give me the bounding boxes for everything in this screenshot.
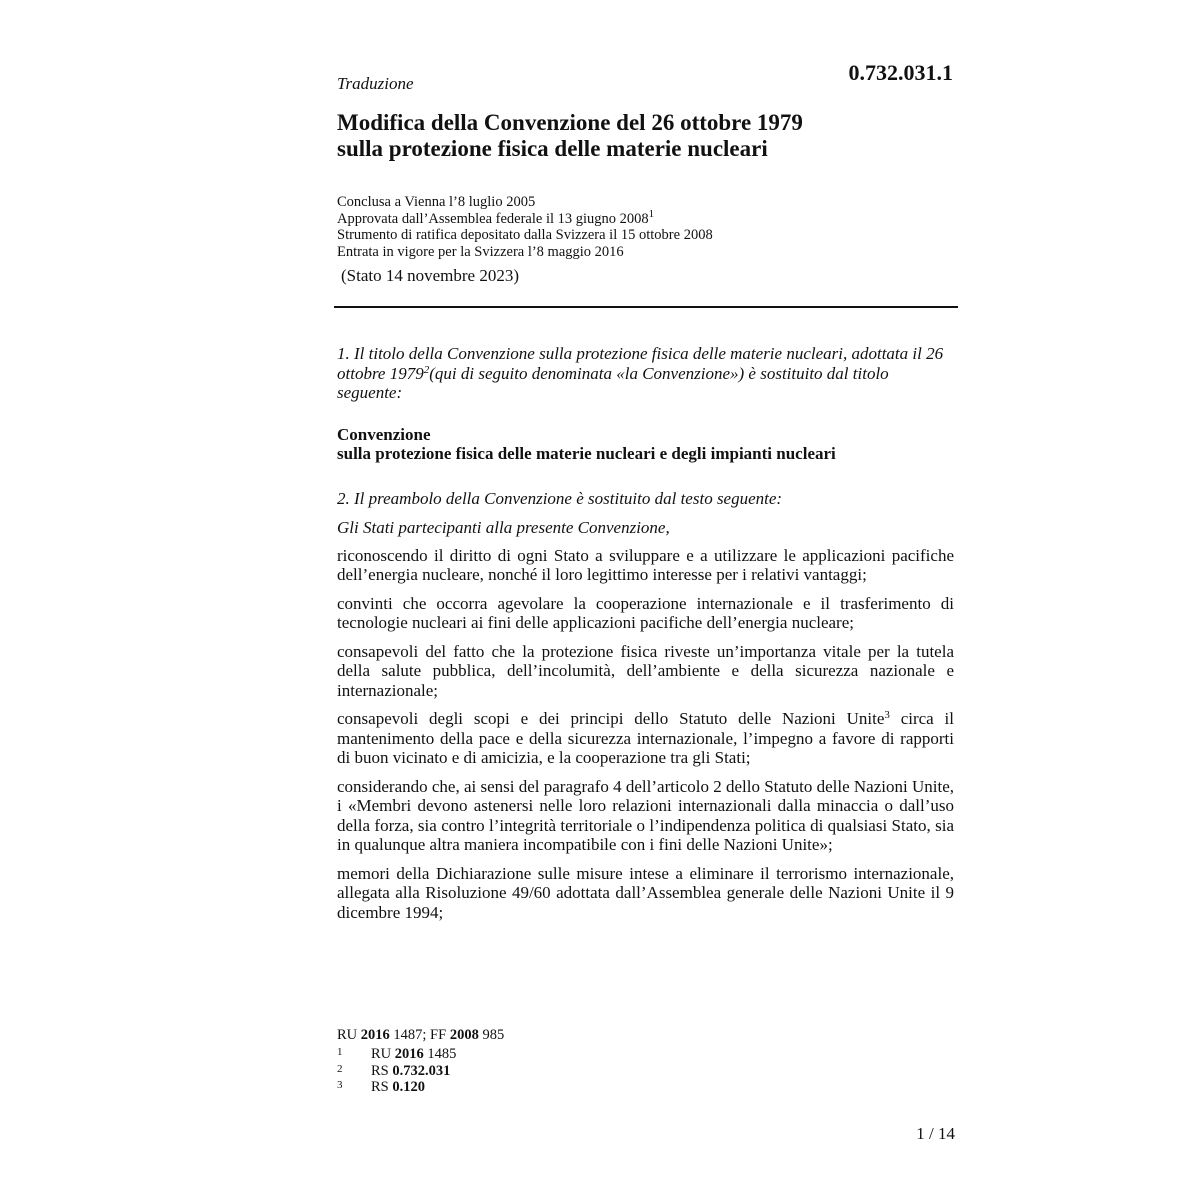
point-1-text: 1. Il titolo della Convenzione sulla protezione fisica delle materie nucleari, adottata il 26 ottobre 1979 [337, 344, 944, 383]
ref-ff-page: 985 [482, 1027, 505, 1043]
preamble-paragraph-4-text: consapevoli degli scopi e dei principi dello Statuto delle Nazioni Unite [337, 709, 885, 728]
footnote-bold: 0.732.031 [392, 1062, 451, 1079]
footnote-suffix: 1485 [427, 1046, 457, 1062]
footnote-text [371, 1079, 425, 1096]
header-divider [334, 306, 958, 308]
footnote-prefix: RS [371, 1062, 389, 1079]
footnote-prefix: RS [371, 1079, 389, 1095]
document-number: 0.732.031.1 [848, 60, 953, 85]
document-title [337, 110, 957, 162]
footnote-ref-2[interactable]: 2 [423, 363, 430, 376]
footnote-number: 2 [337, 1062, 343, 1075]
preamble-intro: Gli Stati partecipanti alla presente Convenzione, [337, 518, 670, 537]
new-title-line-1: Convenzione [337, 424, 431, 444]
status-date: (Stato 14 novembre 2023) [341, 266, 519, 285]
footnote-2 [337, 1063, 456, 1080]
footnote-1 [337, 1046, 456, 1063]
meta-approved-text: Approvata dall’Assemblea federale il 13 giugno 2008 [337, 210, 649, 227]
new-title-heading [337, 425, 954, 464]
title-line-2: sulla protezione fisica delle materie nucleari [337, 136, 768, 161]
ref-ru-label: RU [337, 1027, 358, 1043]
preamble-paragraph-3: consapevoli del fatto che la protezione fisica riveste un’importanza vitale per la tutela della salute pubblica, dell’incolumità, dell’ambiente e della sicurezza nazionale e internazionale; [337, 641, 954, 700]
point-1-text-cont: (qui di seguito denominata «la Convenzione») è sostituito dal titolo seguente: [337, 363, 889, 402]
page-number: 1 / 14 [916, 1124, 955, 1143]
preamble-paragraph-5: considerando che, ai sensi del paragrafo 4 dell’articolo 2 dello Statuto delle Nazioni Unite, i «Membri devono astenersi nelle loro relazioni internazionali dalla minaccia o dall’uso della forza, sia contro l’integrità territoriale o l’indipendenza politica di qualsiasi Stato, sia in qualunque altra maniera incompatibile con i fini delle Nazioni Unite»; [337, 776, 954, 854]
point-1 [337, 344, 954, 403]
meta-approved [337, 207, 957, 228]
point-2: 2. Il preambolo della Convenzione è sostituito dal testo seguente: [337, 488, 783, 508]
ref-ru-year: 2016 [360, 1027, 390, 1043]
preamble-paragraph-4-cont: circa il mantenimento della pace e della sicurezza internazionale, l’impegno a favore di rapporti di buon vicinato e di amicizia, e la cooperazione tra gli Stati; [337, 709, 955, 767]
footnote-text [371, 1046, 456, 1063]
footnotes [337, 1046, 456, 1096]
meta-ratification: Strumento di ratifica depositato dalla Svizzera il 15 ottobre 2008 [337, 227, 713, 243]
footnote-ref-1[interactable]: 1 [648, 207, 655, 220]
footnote-number: 3 [337, 1079, 343, 1091]
official-references [337, 1027, 504, 1044]
translation-label: Traduzione [337, 74, 414, 93]
meta-in-force: Entrata in vigore per la Svizzera l’8 maggio 2016 [337, 243, 624, 260]
title-line-1: Modifica della Convenzione del 26 ottobre 1979 [337, 110, 803, 135]
document-body [337, 344, 954, 931]
preamble-paragraph-4 [337, 709, 954, 768]
footnote-bold: 2016 [394, 1046, 424, 1062]
footnote-number: 1 [337, 1046, 343, 1058]
footnote-text [371, 1063, 450, 1080]
ref-ff-year: 2008 [449, 1027, 479, 1043]
preamble-paragraph-2: convinti che occorra agevolare la cooperazione internazionale e il trasferimento di tecnologie nucleari ai fini delle applicazioni pacifiche dell’energia nucleare; [337, 593, 954, 632]
footnote-bold: 0.120 [392, 1079, 425, 1095]
footnote-ref-3[interactable]: 3 [884, 709, 890, 721]
meta-concluded: Conclusa a Vienna l’8 luglio 2005 [337, 194, 536, 210]
new-title-line-2: sulla protezione fisica delle materie nucleari e degli impianti nucleari [337, 444, 836, 463]
footnote-3 [337, 1079, 456, 1096]
preamble-paragraph-1: riconoscendo il diritto di ogni Stato a sviluppare e a utilizzare le applicazioni pacifiche dell’energia nucleare, nonché il loro legittimo interesse per i relativi vantaggi; [337, 545, 954, 584]
footnote-prefix: RU [371, 1046, 392, 1062]
ref-ru-page: 1487; FF [393, 1027, 447, 1043]
preamble-paragraph-6: memori della Dichiarazione sulle misure intese a eliminare il terrorismo internazionale, allegata alla Risoluzione 49/60 adottata dall’Assemblea generale delle Nazioni Unite il 9 dicembre 1994; [337, 863, 954, 922]
document-metadata [337, 194, 957, 260]
